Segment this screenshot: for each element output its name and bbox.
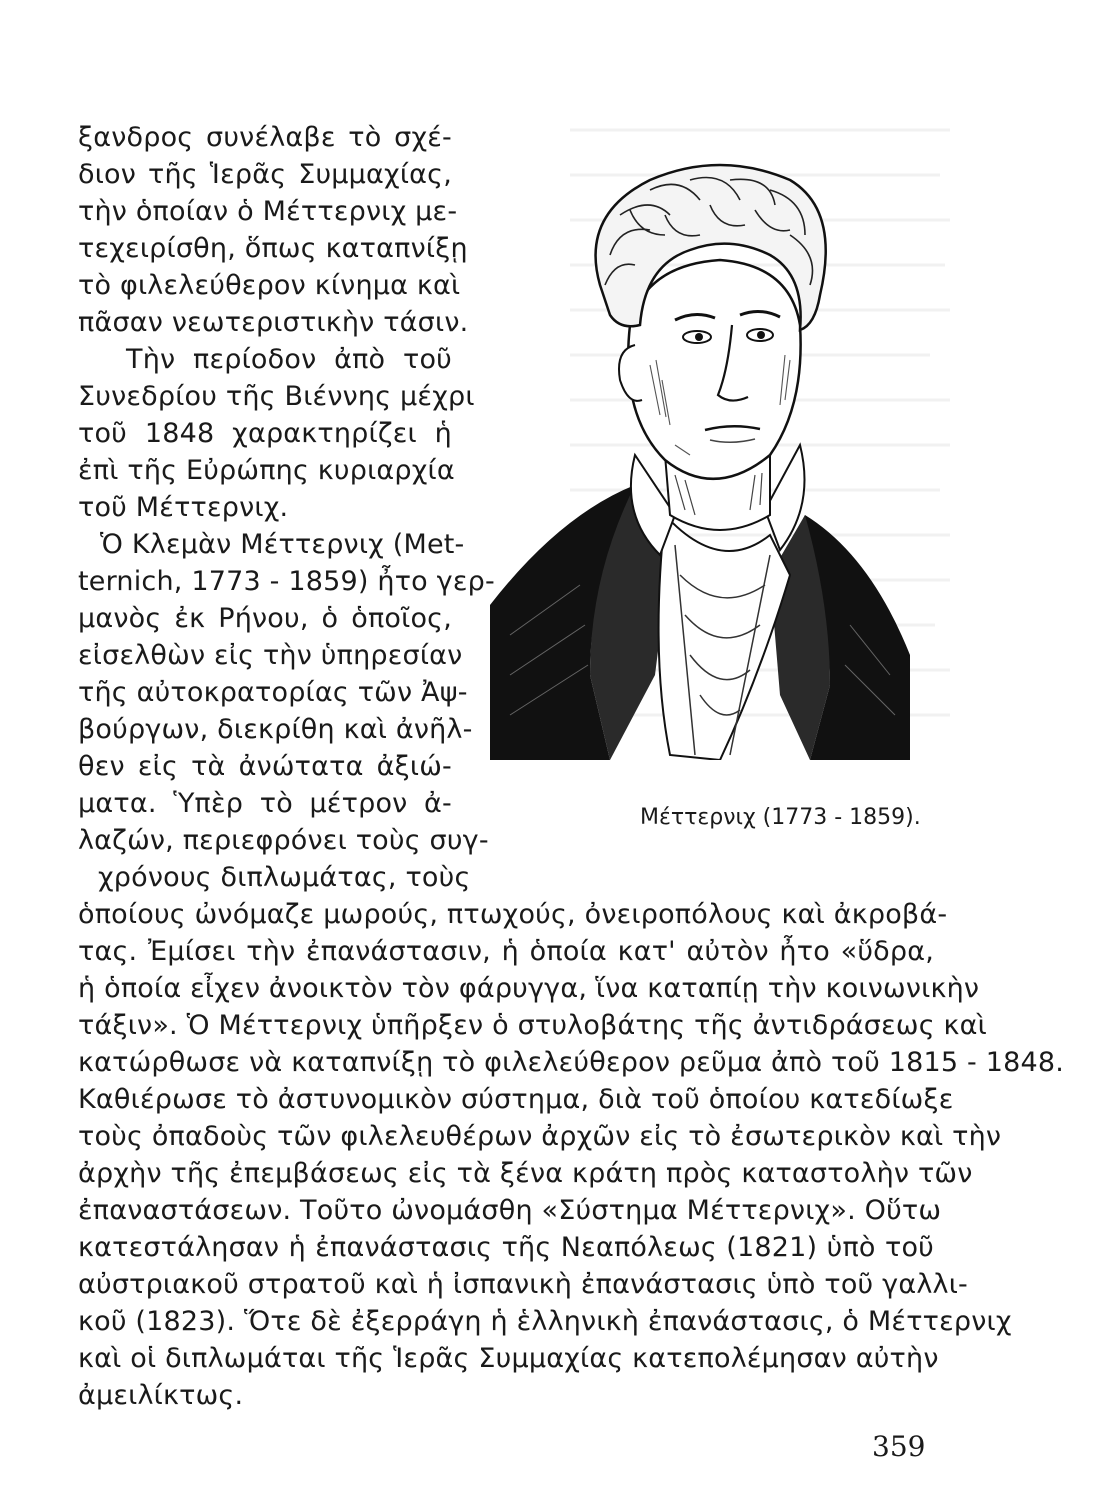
metternich-portrait-engraving bbox=[470, 155, 930, 760]
text-line: θεν εἰς τὰ ἀνώτατα ἀξιώ- bbox=[78, 751, 452, 782]
text-line: αὐστριακοῦ στρατοῦ καὶ ἡ ἰσπανικὴ ἐπανάστασις ὑπὸ τοῦ γαλλι- bbox=[78, 1269, 968, 1300]
text-line: κοῦ (1823). Ὅτε δὲ ἐξερράγη ἡ ἑλληνικὴ ἐπανάστασις, ὁ Μέττερνιχ bbox=[78, 1306, 1012, 1337]
text-line: τεχειρίσθη, ὅπως καταπνίξῃ bbox=[78, 233, 468, 264]
text-line: βούργων, διεκρίθη καὶ ἀνῆλ- bbox=[78, 714, 473, 745]
text-line: πᾶσαν νεωτεριστικὴν τάσιν. bbox=[78, 307, 469, 338]
text-line: ἡ ὁποία εἶχεν ἀνοικτὸν τὸν φάρυγγα, ἵνα καταπίῃ τὴν κοινωνικὴν bbox=[78, 973, 980, 1004]
text-line: Καθιέρωσε τὸ ἀστυνομικὸν σύστημα, διὰ τοῦ ὁποίου κατεδίωξε bbox=[78, 1084, 954, 1115]
text-line: τοὺς ὀπαδοὺς τῶν φιλελευθέρων ἀρχῶν εἰς τὸ ἐσωτερικὸν καὶ τὴν bbox=[78, 1121, 1002, 1152]
text-line: μανὸς ἐκ Ρήνου, ὁ ὁποῖος, bbox=[78, 603, 452, 634]
text-line: τας. Ἐμίσει τὴν ἐπανάστασιν, ἡ ὁποία κατ' αὐτὸν ἦτο «ὕδρα, bbox=[78, 936, 934, 967]
text-line: εἰσελθὼν εἰς τὴν ὑπηρεσίαν bbox=[78, 640, 463, 671]
portrait-caption: Μέττερνιχ (1773 - 1859). bbox=[640, 805, 921, 830]
text-line: κατώρθωσε νὰ καταπνίξῃ τὸ φιλελεύθερον ρεῦμα ἀπὸ τοῦ 1815 - 1848. bbox=[78, 1047, 1065, 1078]
text-line: ἀρχὴν τῆς ἐπεμβάσεως εἰς τὰ ξένα κράτη πρὸς καταστολὴν τῶν bbox=[78, 1158, 973, 1189]
text-line: ἀμειλίκτως. bbox=[78, 1380, 244, 1411]
text-line: ἐπὶ τῆς Εὐρώπης κυριαρχία bbox=[78, 455, 455, 486]
text-line: Τὴν περίοδον ἀπὸ τοῦ bbox=[126, 344, 452, 375]
text-line: κατεστάλησαν ἡ ἐπανάστασις τῆς Νεαπόλεως (1821) ὑπὸ τοῦ bbox=[78, 1232, 934, 1263]
text-line: τοῦ 1848 χαρακτηρίζει ἡ bbox=[78, 418, 452, 449]
text-line: Συνεδρίου τῆς Βιέννης μέχρι bbox=[78, 381, 475, 412]
text-line: τοῦ Μέττερνιχ. bbox=[78, 492, 289, 523]
text-line: Ὁ Κλεμὰν Μέττερνιχ (Met- bbox=[100, 529, 465, 560]
text-line: τὴν ὁποίαν ὁ Μέττερνιχ με- bbox=[78, 196, 458, 227]
text-line: ἐπαναστάσεων. Τοῦτο ὠνομάσθη «Σύστημα Μέττερνιχ». Οὕτω bbox=[78, 1195, 942, 1226]
text-line: ματα. Ὑπὲρ τὸ μέτρον ἀ- bbox=[78, 788, 452, 819]
text-line: χρόνους διπλωμάτας, τοὺς bbox=[98, 862, 471, 893]
text-line: ternich, 1773 - 1859) ἦτο γερ- bbox=[78, 566, 495, 597]
text-line: καὶ οἱ διπλωμάται τῆς Ἱερᾶς Συμμαχίας κατεπολέμησαν αὐτὴν bbox=[78, 1343, 939, 1374]
text-line: ξανδρος συνέλαβε τὸ σχέ- bbox=[78, 122, 452, 153]
text-line: ὁποίους ὠνόμαζε μωρούς, πτωχούς, ὀνειροπόλους καὶ ἀκροβά- bbox=[78, 899, 948, 930]
text-line: τὸ φιλελεύθερον κίνημα καὶ bbox=[78, 270, 461, 301]
text-line: λαζών, περιεφρόνει τοὺς συγ- bbox=[78, 825, 489, 856]
text-line: διον τῆς Ἱερᾶς Συμμαχίας, bbox=[78, 159, 452, 190]
text-line: τῆς αὐτοκρατορίας τῶν Ἀψ- bbox=[78, 677, 468, 708]
page-number: 359 bbox=[872, 1430, 926, 1463]
text-line: τάξιν». Ὁ Μέττερνιχ ὑπῆρξεν ὁ στυλοβάτης τῆς ἀντιδράσεως καὶ bbox=[78, 1010, 987, 1041]
